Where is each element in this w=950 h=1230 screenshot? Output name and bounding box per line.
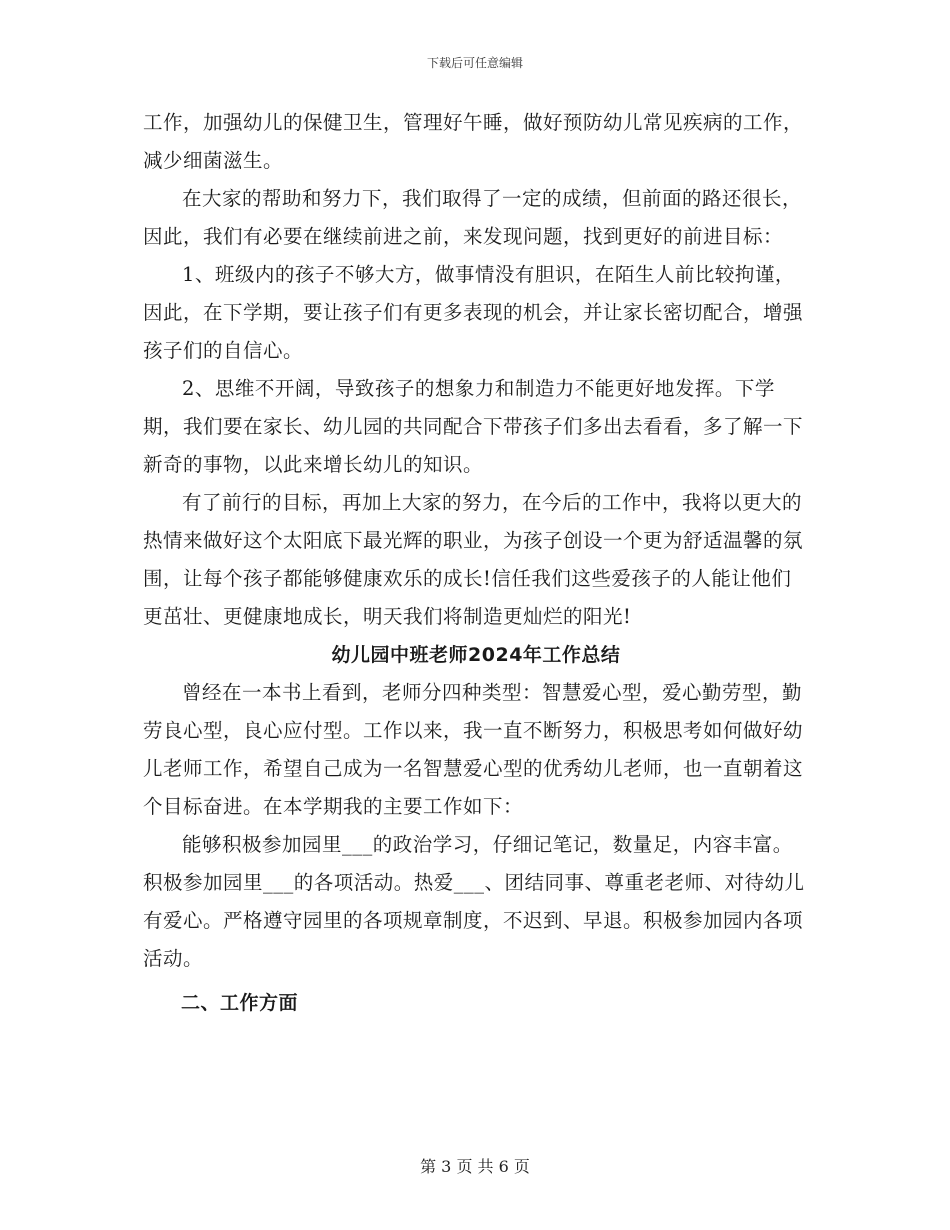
- subheading-work: 二、工作方面: [181, 992, 299, 1014]
- paragraph-intro: 曾经在一本书上看到，老师分四种类型：智慧爱心型，爱心勤劳型，勤劳良心型，良心应付型。工作以来，我一直不断努力，积极思考如何做好幼儿老师工作，希望自己成为一名智慧爱心型的优秀幼儿老师，也一直朝着这个目标奋进。在本学期我的主要工作如下：: [143, 681, 804, 818]
- paragraph-conclusion: 有了前行的目标，再加上大家的努力，在今后的工作中，我将以更大的热情来做好这个太阳底下最光辉的职业，为孩子创设一个更为舒适温馨的氛围，让每个孩子都能够健康欢乐的成长!信任我们这些爱孩子的人能让他们更茁壮、更健康地成长，明天我们将制造更灿烂的阳光!: [143, 491, 804, 628]
- paragraph-political-study: 能够积极参加园里___的政治学习，仔细记笔记，数量足，内容丰富。积极参加园里___的各项活动。热爱___、团结同事、尊重老老师、对待幼儿有爱心。严格遵守园里的各项规章制度，不迟到、早退。积极参加园内各项活动。: [143, 833, 805, 970]
- paragraph-goal-1: 1、班级内的孩子不够大方，做事情没有胆识，在陌生人前比较拘谨，因此，在下学期，要让孩子们有更多表现的机会，并让家长密切配合，增强孩子们的自信心。: [143, 263, 804, 362]
- section-title: 幼儿园中班老师2024年工作总结: [331, 644, 621, 666]
- paragraph-goal-2: 2、思维不开阔，导致孩子的想象力和制造力不能更好地发挥。下学期，我们要在家长、幼儿园的共同配合下带孩子们多出去看看，多了解一下新奇的事物，以此来增长幼儿的知识。: [143, 377, 804, 476]
- paragraph-achievements: 在大家的帮助和努力下，我们取得了一定的成绩，但前面的路还很长，因此，我们有必要在继续前进之前，来发现问题，找到更好的前进目标：: [143, 187, 803, 248]
- paragraph-continuation: 工作，加强幼儿的保健卫生，管理好午睡，做好预防幼儿常见疾病的工作，减少细菌滋生。: [143, 111, 804, 172]
- document-body: [143, 104, 809, 1022]
- page-header: 下载后可任意编辑: [426, 56, 523, 70]
- page-number: 第 3 页 共 6 页: [420, 1157, 530, 1176]
